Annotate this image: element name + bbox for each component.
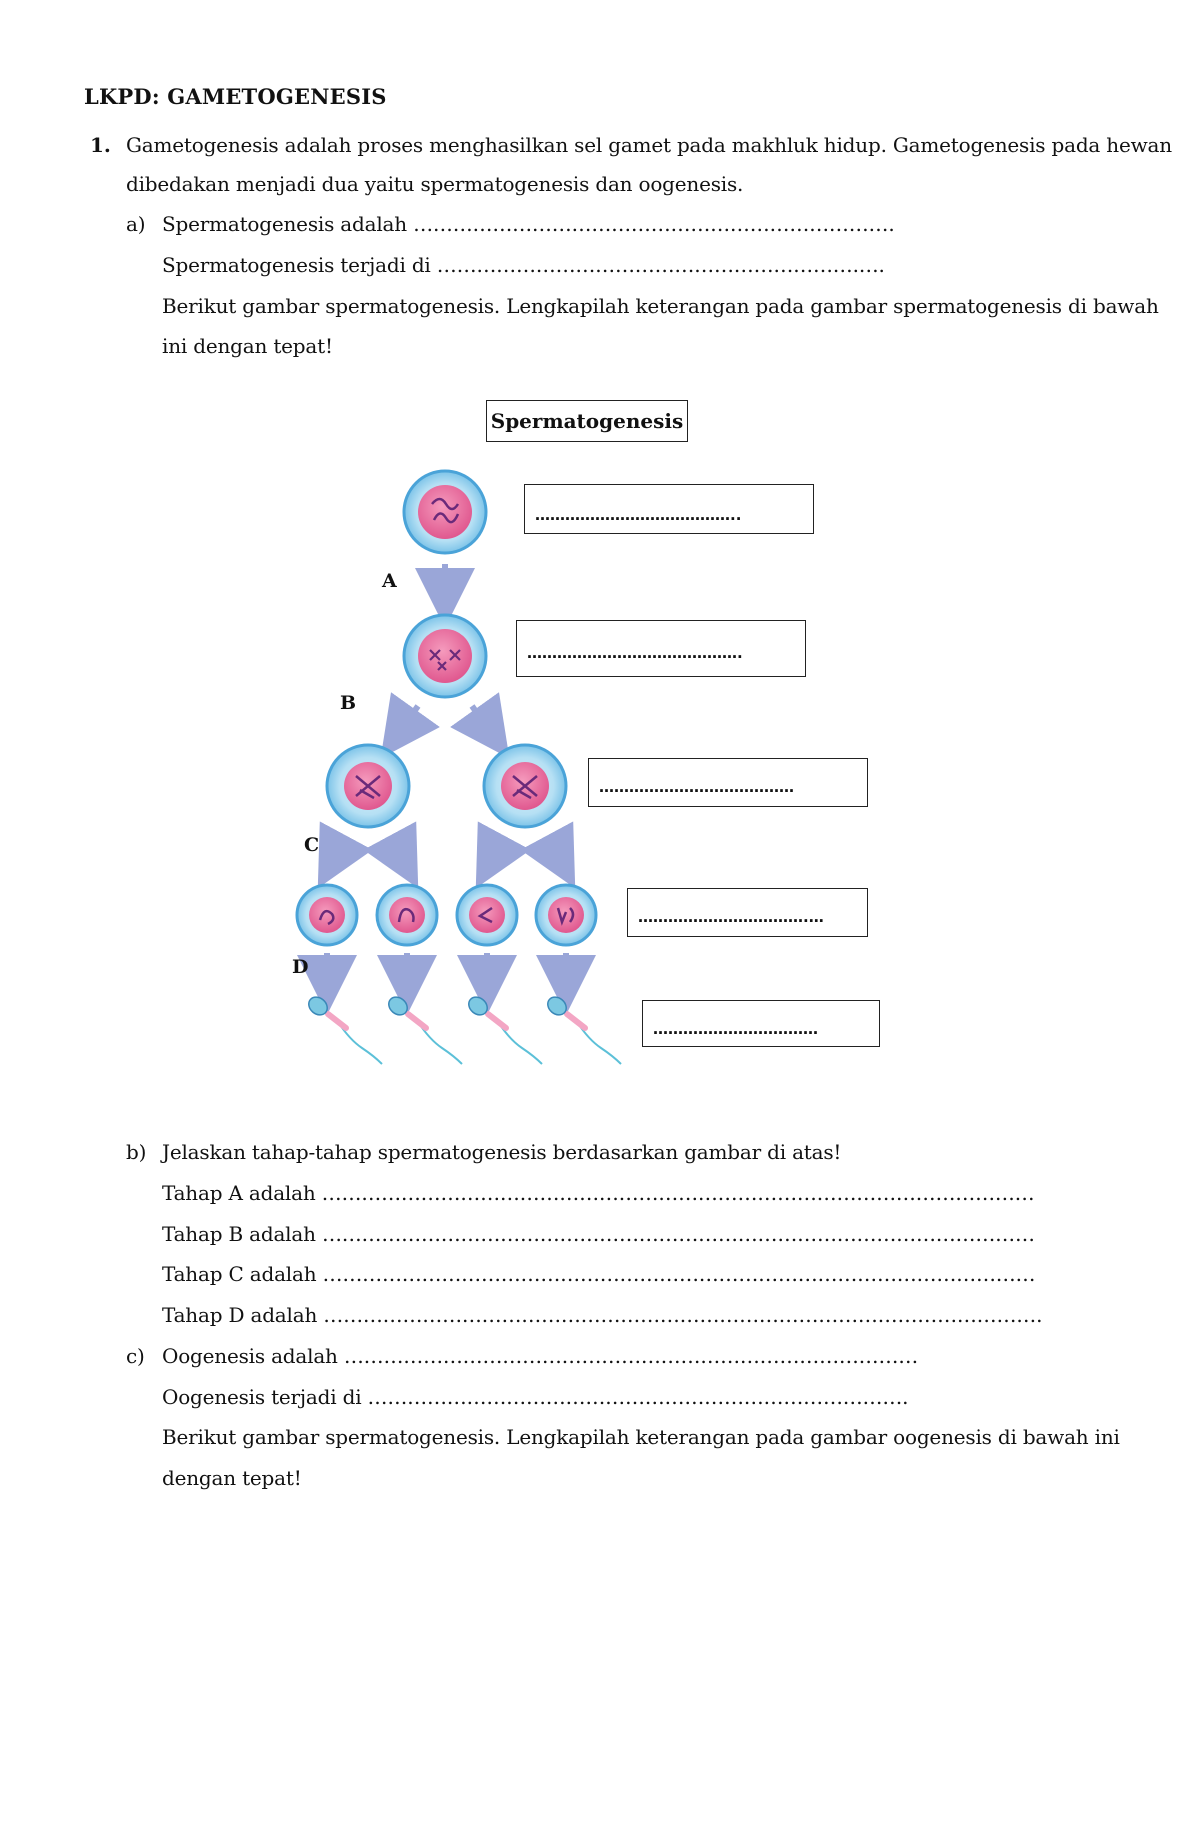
sperm-cell-3 — [465, 993, 542, 1064]
answer-box-1[interactable]: ………………………………….. — [524, 484, 814, 534]
page-title: LKPD: GAMETOGENESIS — [84, 84, 387, 109]
part-b-label: b) — [126, 1140, 147, 1164]
figure-title: Spermatogenesis — [486, 400, 688, 442]
question-intro-line-2: dibedakan menjadi dua yaitu spermatogenesis dan oogenesis. — [126, 172, 744, 196]
primary-spermatocyte-cell — [404, 615, 486, 697]
arrow-stage-c-4 — [547, 836, 561, 862]
spermatogonium-cell — [404, 471, 486, 553]
stage-letter-c: C — [304, 834, 320, 856]
sperm-cell-4 — [544, 993, 621, 1064]
spermatogenesis-diagram — [270, 400, 910, 1100]
answer-box-5[interactable]: …………………………… — [642, 1000, 880, 1047]
stage-letter-a: A — [382, 570, 397, 592]
arrow-stage-c-3 — [490, 836, 504, 862]
part-a-label: a) — [126, 212, 146, 236]
arrow-stage-b-right — [472, 706, 492, 734]
part-c-line-4: dengan tepat! — [162, 1466, 302, 1490]
secondary-spermatocyte-cell-left — [327, 745, 409, 827]
arrow-stage-b-left — [398, 706, 418, 734]
part-a-line-2: Spermatogenesis terjadi di ……………………………………………………….…. — [162, 253, 885, 277]
spermatid-cell-3 — [457, 885, 517, 945]
arrow-stage-c-2 — [390, 836, 404, 862]
part-c-line-3: Berikut gambar spermatogenesis. Lengkapilah keterangan pada gambar oogenesis di bawah ini — [162, 1425, 1120, 1449]
arrow-stage-c-1 — [332, 836, 346, 862]
answer-box-4[interactable]: …………………………….… — [627, 888, 868, 937]
part-b-stage-d-line: Tahap D adalah ………………………………………………………………………………………………. — [162, 1303, 1043, 1327]
sperm-cell-2 — [385, 993, 462, 1064]
answer-box-3[interactable]: ………………………………… — [588, 758, 868, 807]
part-c-line-1: Oogenesis adalah …………………………………………………………………………… — [162, 1344, 919, 1368]
question-number: 1. — [90, 133, 111, 157]
part-c-line-2: Oogenesis terjadi di ………………………………………………………………………. — [162, 1385, 909, 1409]
spermatid-cell-2 — [377, 885, 437, 945]
spermatid-cell-4 — [536, 885, 596, 945]
stage-letter-d: D — [292, 956, 309, 978]
secondary-spermatocyte-cell-right — [484, 745, 566, 827]
part-a-line-1: Spermatogenesis adalah ………………………………………………………………. — [162, 212, 895, 236]
part-c-label: c) — [126, 1344, 145, 1368]
part-b-stage-a-line: Tahap A adalah ……………………………………………………………………………………………… — [162, 1181, 1035, 1205]
part-a-line-4: ini dengan tepat! — [162, 334, 333, 358]
part-a-line-3: Berikut gambar spermatogenesis. Lengkapilah keterangan pada gambar spermatogenesis di bawah — [162, 294, 1159, 318]
stage-letter-b: B — [340, 692, 357, 714]
spermatid-cell-1 — [297, 885, 357, 945]
question-intro-line-1: Gametogenesis adalah proses menghasilkan sel gamet pada makhluk hidup. Gametogenesis pada hewan — [126, 133, 1172, 157]
part-b-stage-c-line: Tahap C adalah ……………………………………………………………………………………………… — [162, 1262, 1036, 1286]
sperm-cell-1 — [305, 993, 382, 1064]
part-b-prompt: Jelaskan tahap-tahap spermatogenesis berdasarkan gambar di atas! — [162, 1140, 842, 1164]
answer-box-2[interactable]: ……………………………………. — [516, 620, 806, 677]
part-b-stage-b-line: Tahap B adalah ……………………………………………………………………………………………… — [162, 1222, 1035, 1246]
